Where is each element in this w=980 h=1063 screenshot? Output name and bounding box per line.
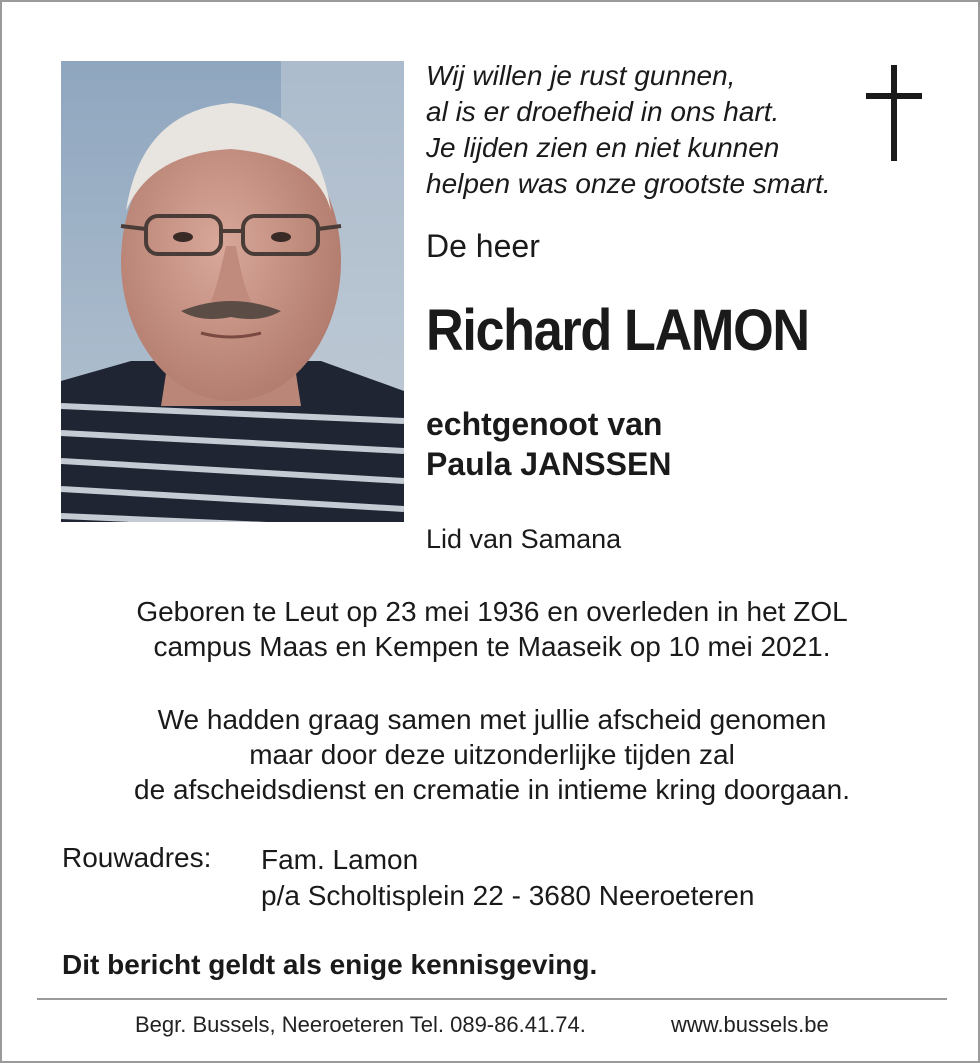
notice-statement: Dit bericht geldt als enige kennisgeving.	[62, 949, 598, 980]
honorific: De heer	[426, 228, 540, 264]
membership: Lid van Samana	[426, 524, 622, 554]
birth-death-details	[2, 594, 980, 664]
verse-line: helpen was onze grootste smart.	[426, 168, 831, 199]
portrait-photo	[61, 61, 404, 522]
website-link[interactable]: www.bussels.be	[671, 1012, 829, 1037]
address-label: Rouwadres:	[62, 842, 212, 873]
cross-horizontal-bar	[866, 93, 922, 99]
mourning-address	[261, 842, 754, 914]
undertaker-info: Begr. Bussels, Neeroeteren Tel. 089-86.41.74.	[135, 1012, 586, 1037]
spouse-info	[426, 404, 671, 484]
birth-death-line: Geboren te Leut op 23 mei 1936 en overleden in het ZOL	[136, 596, 848, 627]
address-line: Fam. Lamon	[261, 844, 419, 875]
memorial-verse	[426, 58, 831, 202]
latin-cross-icon	[866, 65, 926, 161]
cross-vertical-bar	[891, 65, 897, 161]
verse-line: Wij willen je rust gunnen,	[426, 60, 736, 91]
footer-divider	[37, 998, 947, 1000]
verse-line: Je lijden zien en niet kunnen	[426, 132, 780, 163]
address-line: p/a Scholtisplein 22 - 3680 Neeroeteren	[261, 880, 755, 911]
verse-line: al is er droefheid in ons hart.	[426, 96, 780, 127]
spouse-name: Paula JANSSEN	[426, 446, 672, 482]
deceased-name: Richard LAMON	[426, 298, 809, 363]
farewell-message	[2, 702, 980, 807]
farewell-line: de afscheidsdienst en crematie in intieme kring doorgaan.	[134, 774, 850, 805]
birth-death-line: campus Maas en Kempen te Maaseik op 10 mei 2021.	[153, 631, 831, 662]
footer	[135, 1012, 829, 1038]
farewell-line: maar door deze uitzonderlijke tijden zal	[249, 739, 735, 770]
farewell-line: We hadden graag samen met jullie afscheid genomen	[157, 704, 827, 735]
spouse-relation: echtgenoot van	[426, 406, 663, 442]
